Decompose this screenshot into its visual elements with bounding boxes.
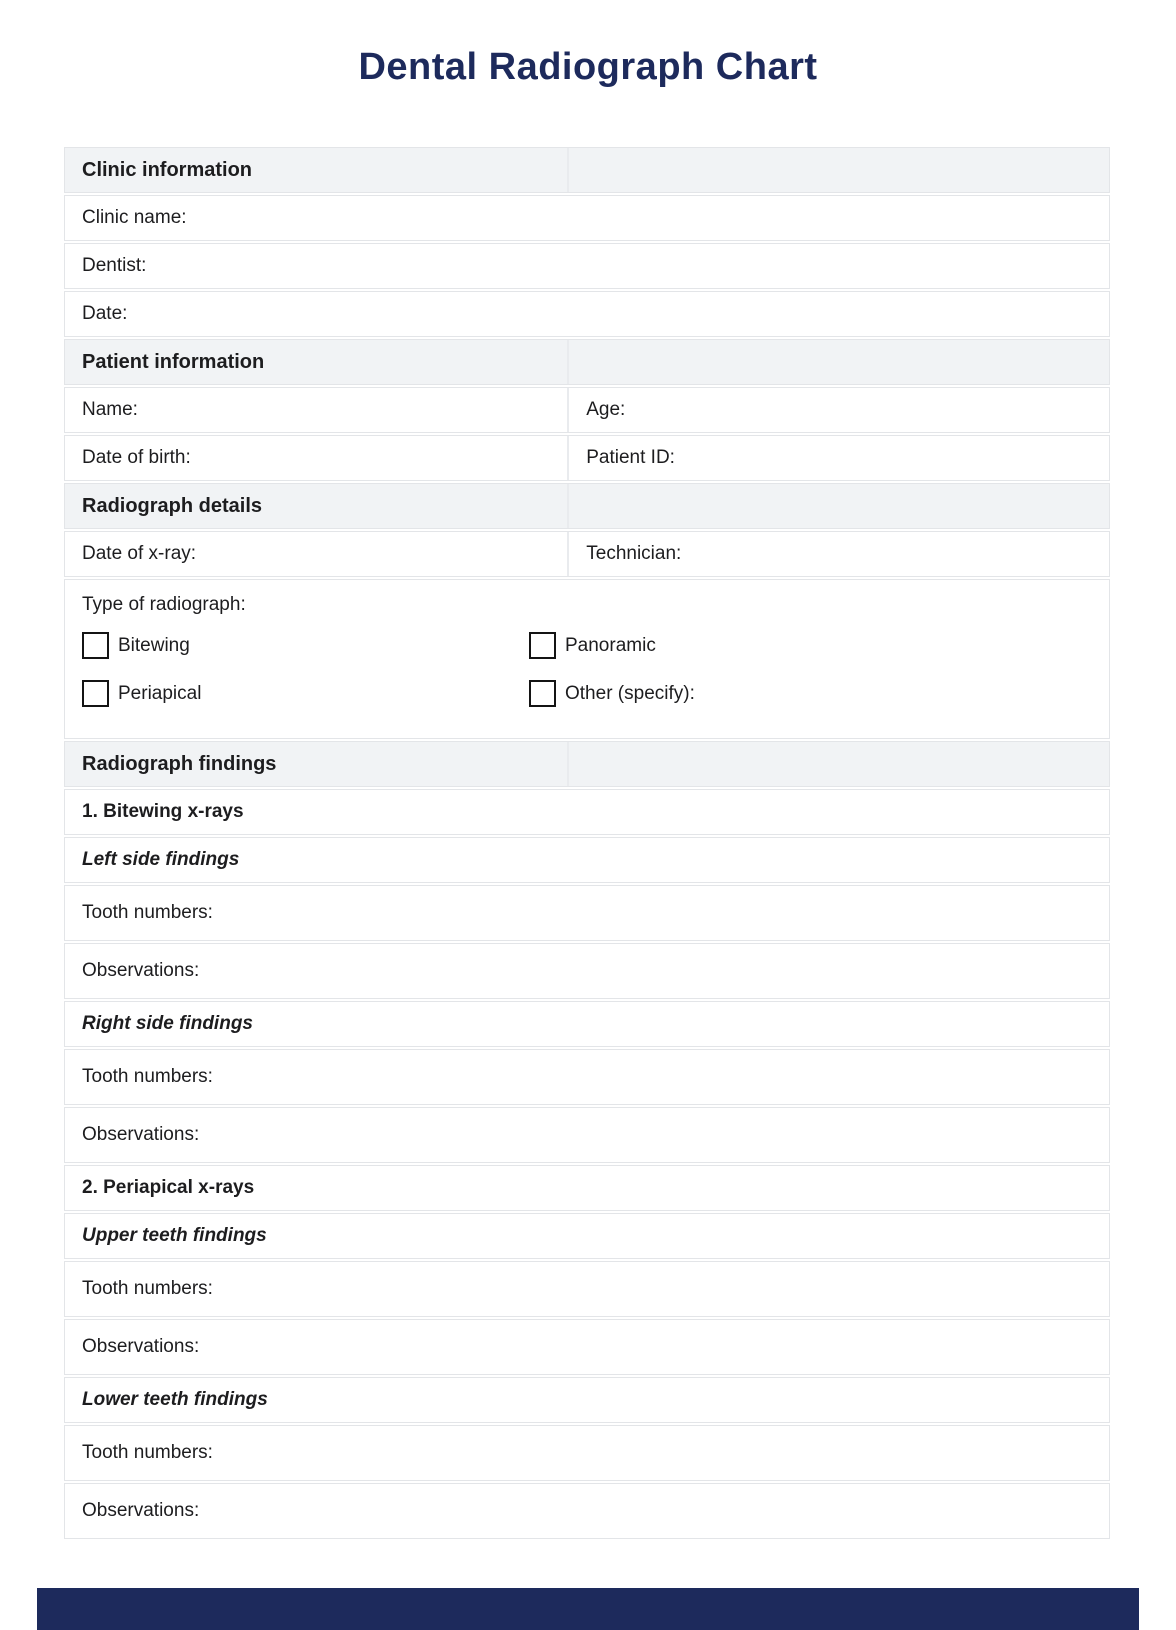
field-label: Observations: — [82, 1336, 200, 1357]
subsection-label: Lower teeth findings — [82, 1389, 268, 1410]
checkbox-bitewing[interactable] — [82, 632, 109, 659]
checkbox-line — [82, 680, 1109, 707]
field-row-observations — [64, 943, 1110, 999]
field-cell — [65, 1050, 1109, 1104]
field-row-date-of-birth — [64, 435, 1110, 481]
section-header-label: Patient information — [82, 350, 265, 373]
checkbox-label-periapical: Periapical — [118, 682, 202, 704]
field-cell — [65, 838, 1109, 882]
field-label: Tooth numbers: — [82, 1066, 213, 1087]
field-row-left-side-findings — [64, 837, 1110, 883]
field-cell — [65, 1484, 1109, 1538]
section-header-label: Radiograph findings — [82, 752, 277, 775]
field-row-right-side-findings — [64, 1001, 1110, 1047]
field-cell — [65, 790, 1109, 834]
field-label: Observations: — [82, 960, 200, 981]
field-label: Patient ID: — [586, 447, 675, 468]
checkbox-option-panoramic[interactable] — [529, 632, 656, 659]
field-cell-technician — [569, 532, 1109, 576]
section-header-row-patient-information — [64, 339, 1110, 385]
field-label: Observations: — [82, 1500, 200, 1521]
checkbox-label-panoramic: Panoramic — [565, 634, 656, 656]
subsection-label: 2. Periapical x-rays — [82, 1177, 255, 1198]
field-cell — [65, 1320, 1109, 1374]
field-label: Tooth numbers: — [82, 902, 213, 923]
field-row-2-periapical-x-rays — [64, 1165, 1110, 1211]
subsection-label: Right side findings — [82, 1013, 253, 1034]
field-row-observations — [64, 1107, 1110, 1163]
page-title: Dental Radiograph Chart — [358, 46, 818, 88]
section-header-cell — [65, 484, 569, 528]
field-label: Tooth numbers: — [82, 1278, 213, 1299]
section-header-label: Clinic information — [82, 158, 252, 181]
checkbox-label-other-specify: Other (specify): — [565, 682, 695, 704]
checkbox-group-label: Type of radiograph: — [82, 594, 246, 615]
field-cell — [65, 1426, 1109, 1480]
field-row-observations — [64, 1319, 1110, 1375]
field-label: Age: — [586, 399, 626, 420]
subsection-label: 1. Bitewing x-rays — [82, 801, 244, 822]
checkbox-periapical[interactable] — [82, 680, 109, 707]
section-header-row-radiograph-findings — [64, 741, 1110, 787]
field-label: Tooth numbers: — [82, 1442, 213, 1463]
section-header-cell — [65, 742, 569, 786]
field-cell-date-of-birth — [65, 436, 569, 480]
field-row-1-bitewing-x-rays — [64, 789, 1110, 835]
field-label: Clinic name: — [82, 207, 187, 228]
field-cell — [65, 1378, 1109, 1422]
field-row-clinic-name — [64, 195, 1110, 241]
field-cell — [65, 292, 1109, 336]
field-label: Dentist: — [82, 255, 147, 276]
footer-accent-bar — [37, 1588, 1139, 1630]
section-header-spacer-cell — [569, 340, 1109, 384]
radiograph-type-row — [64, 579, 1110, 739]
section-header-spacer-cell — [569, 484, 1109, 528]
field-row-tooth-numbers — [64, 1425, 1110, 1481]
checkbox-label-bitewing: Bitewing — [118, 634, 190, 656]
checkbox-option-bitewing[interactable] — [82, 632, 190, 659]
field-cell-name — [65, 388, 569, 432]
field-cell — [65, 1214, 1109, 1258]
field-row-upper-teeth-findings — [64, 1213, 1110, 1259]
section-header-cell — [65, 148, 569, 192]
field-row-name — [64, 387, 1110, 433]
field-row-dentist — [64, 243, 1110, 289]
field-row-tooth-numbers — [64, 1261, 1110, 1317]
checkbox-option-periapical[interactable] — [82, 680, 201, 707]
checkbox-other-specify[interactable] — [529, 680, 556, 707]
subsection-label: Upper teeth findings — [82, 1225, 267, 1246]
field-cell-patient-id — [569, 436, 1109, 480]
field-row-lower-teeth-findings — [64, 1377, 1110, 1423]
section-header-row-clinic-information — [64, 147, 1110, 193]
field-cell — [65, 244, 1109, 288]
checkbox-panoramic[interactable] — [529, 632, 556, 659]
field-label: Date of x-ray: — [82, 543, 197, 564]
field-cell — [65, 1002, 1109, 1046]
field-label: Date: — [82, 303, 128, 324]
field-row-date-of-x-ray — [64, 531, 1110, 577]
field-label: Date of birth: — [82, 447, 191, 468]
section-header-row-radiograph-details — [64, 483, 1110, 529]
field-cell-age — [569, 388, 1109, 432]
field-cell — [65, 1108, 1109, 1162]
checkbox-line — [82, 632, 1109, 659]
section-header-spacer-cell — [569, 148, 1109, 192]
field-cell-date-of-x-ray — [65, 532, 569, 576]
subsection-label: Left side findings — [82, 849, 240, 870]
field-cell — [65, 1262, 1109, 1316]
field-cell — [65, 1166, 1109, 1210]
field-label: Technician: — [586, 543, 682, 564]
field-row-date — [64, 291, 1110, 337]
section-header-spacer-cell — [569, 742, 1109, 786]
field-row-observations — [64, 1483, 1110, 1539]
section-header-cell — [65, 340, 569, 384]
field-cell — [65, 196, 1109, 240]
field-cell — [65, 886, 1109, 940]
field-label: Name: — [82, 399, 138, 420]
form-table — [64, 147, 1110, 1541]
field-row-tooth-numbers — [64, 885, 1110, 941]
checkbox-option-other-specify[interactable] — [529, 680, 695, 707]
section-header-label: Radiograph details — [82, 494, 263, 517]
field-cell — [65, 944, 1109, 998]
field-label: Observations: — [82, 1124, 200, 1145]
field-row-tooth-numbers — [64, 1049, 1110, 1105]
